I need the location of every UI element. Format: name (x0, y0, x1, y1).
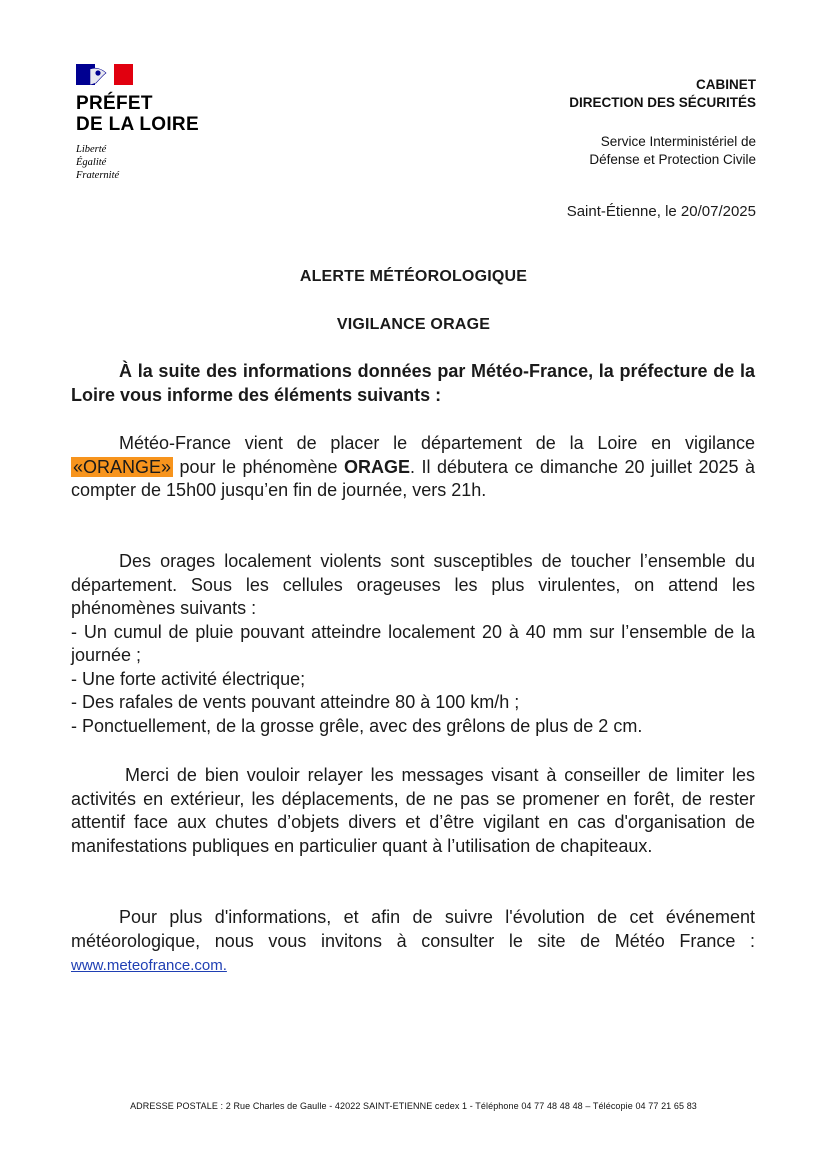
info-paragraph (71, 906, 755, 978)
phenomena-paragraph (71, 550, 755, 738)
direction-label: DIRECTION DES SÉCURITÉS (569, 95, 756, 110)
document-date: Saint-Étienne, le 20/07/2025 (566, 203, 756, 220)
info-text: Pour plus d'informations, et afin de suivre l'évolution de cet événement météorologique, nous vous invitons à consulter le site de Météo France : (71, 907, 755, 951)
cabinet-label: CABINET (696, 77, 756, 92)
service-line2: Défense et Protection Civile (589, 152, 756, 167)
phenomenon-name: ORAGE (344, 456, 411, 477)
prefet-title-line2: DE LA LOIRE (76, 114, 199, 135)
phenomena-item: - Ponctuellement, de la grosse grêle, avec des grêlons de plus de 2 cm. (71, 715, 643, 736)
vigilance-paragraph (71, 432, 755, 503)
vigilance-text-after: . Il débutera ce dimanche 20 juillet 2025 à compter de 15h00 jusqu’en fin de journée, vers 21h. (71, 456, 755, 500)
advice-paragraph (71, 764, 755, 858)
sender-block (569, 76, 756, 169)
motto-liberte: Liberté (76, 144, 107, 155)
intro-paragraph (71, 360, 755, 407)
prefecture-logo (76, 64, 226, 182)
motto-fraternite: Fraternité (76, 170, 120, 181)
service-label (569, 133, 756, 169)
intro-text: À la suite des informations données par Météo-France, la préfecture de la Loire vous informe des éléments suivants : (71, 361, 755, 405)
document-subtitle: VIGILANCE ORAGE (336, 316, 491, 333)
phenomena-intro: Des orages localement violents sont susceptibles de toucher l’ensemble du département. Sous les cellules orageuses les plus virulentes, on attend les phénomènes suivants : (71, 551, 755, 618)
republic-motto (76, 143, 226, 182)
phenomena-item: - Une forte activité électrique; (71, 668, 306, 689)
vigilance-text-before: Météo-France vient de placer le département de la Loire en vigilance (119, 433, 755, 453)
phenomena-item: - Un cumul de pluie pouvant atteindre localement 20 à 40 mm sur l’ensemble de la journée ; (71, 621, 755, 665)
advice-text: Merci de bien vouloir relayer les messages visant à conseiller de limiter les activités en extérieur, les déplacements, de ne pas se promener en forêt, de rester attentif face aux chutes d’objets divers et d’être vigilant en cas d'organisation de manifestations publiques en particulier quant à l’utilisation de chapiteaux. (71, 765, 755, 856)
phenomena-item: - Des rafales de vents pouvant atteindre 80 à 100 km/h ; (71, 692, 520, 712)
postal-address-footer: ADRESSE POSTALE : 2 Rue Charles de Gaulle - 42022 SAINT-ETIENNE cedex 1 - Téléphone 04 77 48 48 48 – Télécopie 04 77 21 65 83 (130, 1101, 697, 1111)
vigilance-text-middle: pour le phénomène (173, 456, 345, 477)
motto-egalite: Égalité (76, 157, 107, 168)
marianne-flag-icon (76, 64, 133, 85)
service-line1: Service Interministériel de (600, 134, 756, 149)
document-title: ALERTE MÉTÉOROLOGIQUE (299, 268, 528, 285)
vigilance-level-highlight: «ORANGE» (73, 456, 172, 477)
prefet-title-line1: PRÉFET (76, 93, 153, 114)
prefet-title (76, 93, 226, 135)
meteofrance-link[interactable]: www.meteofrance.com. (71, 957, 227, 974)
